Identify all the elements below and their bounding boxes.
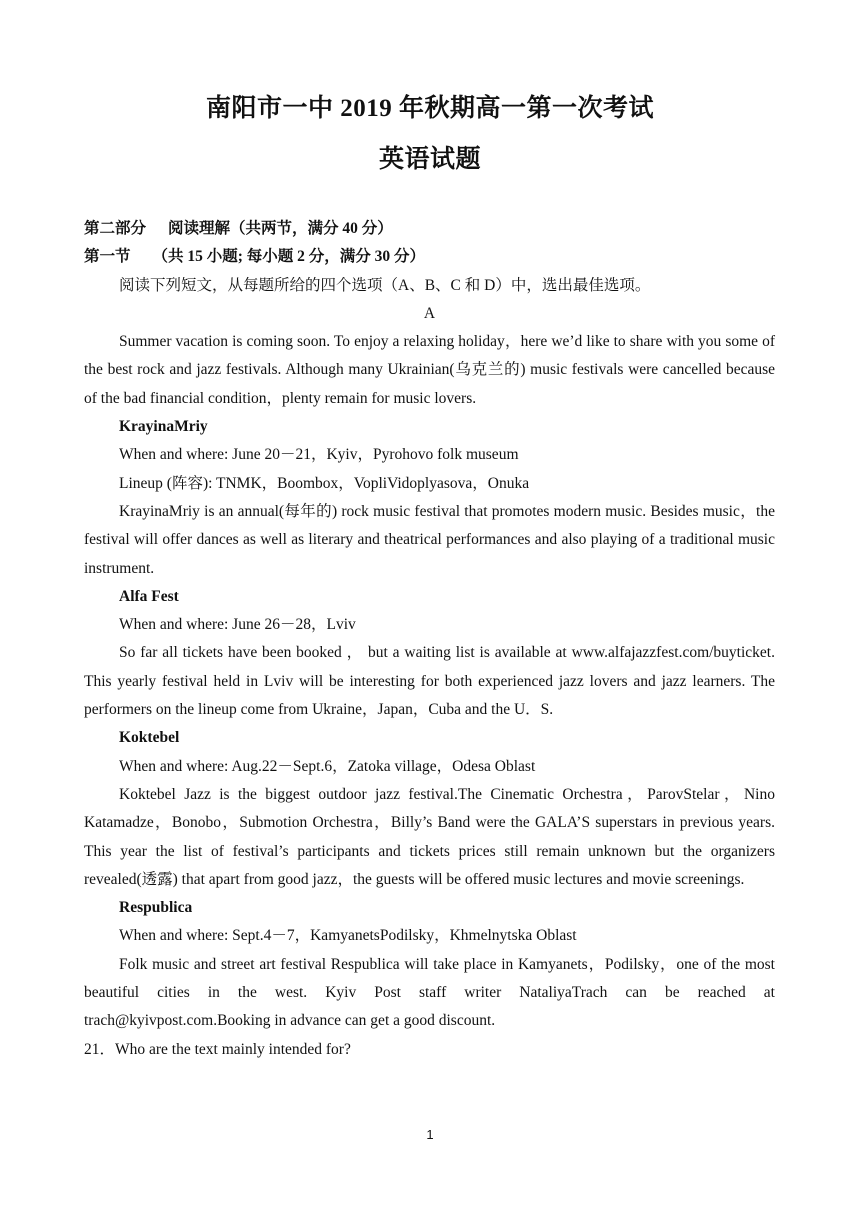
- exam-subtitle: 英语试题: [378, 146, 481, 173]
- festival-description: KrayinaMriy is an annual(每年的) rock music festival that promotes modern music. Besides music，the festival will offer dances as well as literary and theatrical performances and also playing of a traditional music instrument.: [84, 502, 775, 577]
- section-heading: [84, 243, 775, 271]
- festival-name: Respublica: [119, 899, 193, 917]
- part-label: 第二部分: [84, 220, 147, 237]
- festival-description: So far all tickets have been booked ， but a waiting list is available at www.alfajazzfest.com/buyticket. This yearly festival held in Lviv will be interesting for both experienced jazz lovers and jazz learners. The performers on the lineup come from Ukraine，Japan，Cuba and the U．S.: [84, 644, 775, 719]
- festival-name: Koktebel: [119, 729, 180, 747]
- passage-letter: A: [423, 304, 436, 322]
- festival-name: Alfa Fest: [119, 587, 179, 605]
- festival-when-where: When and where: June 20－21，Kyiv，Pyrohovo folk museum: [119, 446, 519, 464]
- section-name: （共 15 小题; 每小题 2 分，满分 30 分）: [152, 248, 426, 266]
- page-number: 1: [426, 1127, 434, 1142]
- festival-lineup: Lineup (阵容): TNMK，Boombox，VopliVidoplyasova，Onuka: [119, 474, 530, 492]
- festival-when-where: When and where: Aug.22－Sept.6，Zatoka village，Odesa Oblast: [119, 757, 536, 775]
- exam-content: [84, 215, 775, 1064]
- section-label: 第一节: [84, 248, 131, 266]
- festival-description: Folk music and street art festival Respublica will take place in Kamyanets，Podilsky，one of the most beautiful cities in the west. Kyiv Post staff writer NataliyaTrach can be reached at trach@kyivpost.com.Booking in advance can get a good discount.: [84, 955, 775, 1030]
- question-21: 21．Who are the text mainly intended for?: [84, 1040, 351, 1058]
- festival-when-where: When and where: Sept.4－7，KamyanetsPodilsky，Khmelnytska Oblast: [119, 927, 577, 945]
- festival-when-where: When and where: June 26－28，Lviv: [119, 616, 356, 634]
- part-heading: [84, 215, 775, 243]
- part-name: 阅读理解（共两节，满分 40 分）: [168, 220, 393, 237]
- exam-title: 南阳市一中 2019 年秋期高一第一次考试: [205, 95, 654, 122]
- festival-description: Koktebel Jazz is the biggest outdoor jazz festival.The Cinematic Orchestra，ParovStelar，Nino Katamadze，Bonobo，Submotion Orchestra，Billy’s Band were the GALA’S superstars in previous years. This year the list of festival’s participants and tickets prices still remain unknown but the organizers revealed(透露) that apart from good jazz，the guests will be offered music lectures and movie screenings.: [84, 785, 775, 888]
- instruction-text: 阅读下列短文，从每题所给的四个选项（A、B、C 和 D）中，选出最佳选项。: [119, 276, 651, 294]
- festival-name: KrayinaMriy: [119, 418, 208, 436]
- passage-intro: Summer vacation is coming soon. To enjoy a relaxing holiday，here we’d like to share with you some of the best rock and jazz festivals. Although many Ukrainian(乌克兰的) music festivals were cancelled because of the bad financial condition，plenty remain for music lovers.: [84, 333, 775, 407]
